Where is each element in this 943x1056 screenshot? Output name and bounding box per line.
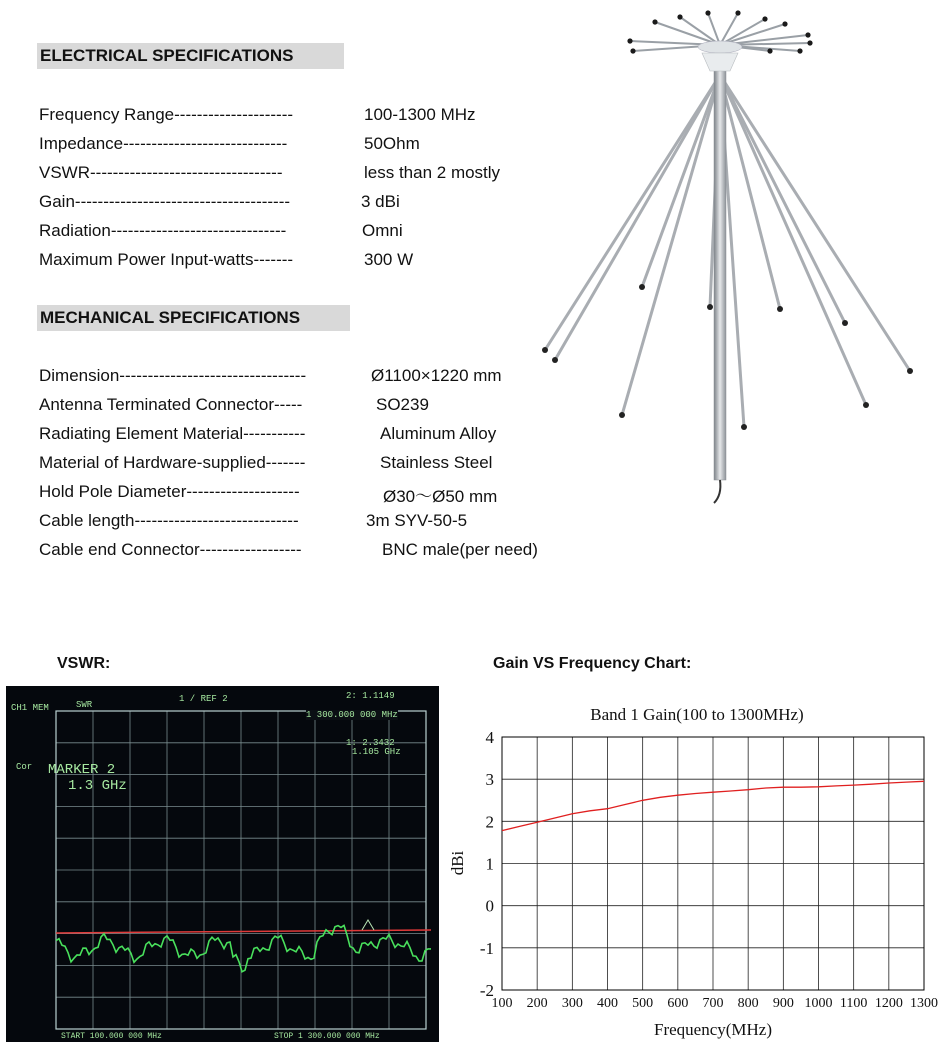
y-tick-label: 4 [485, 728, 494, 747]
x-tick-label: 1200 [874, 996, 903, 1011]
x-tick-label: 600 [667, 996, 689, 1011]
electrical-spec-label: VSWR---------------------------------- [39, 163, 283, 182]
x-tick-label: 300 [561, 996, 583, 1011]
mechanical-spec-label: Material of Hardware-supplied------- [39, 453, 306, 472]
x-tick-label: 400 [597, 996, 618, 1011]
mechanical-spec-value: Ø1100×1220 mm [371, 366, 502, 385]
chart-title: Band 1 Gain(100 to 1300MHz) [590, 705, 804, 724]
vswr-heading: VSWR: [57, 655, 111, 672]
y-tick-label: -1 [479, 938, 494, 958]
scope-frequency-readout: 1 300.000 000 MHz [306, 710, 398, 720]
x-tick-label: 1100 [839, 996, 868, 1011]
antenna-image [530, 5, 930, 505]
scope-start-freq: START 100.000 000 MHz [61, 1032, 162, 1041]
electrical-spec-value: less than 2 mostly [364, 163, 501, 182]
electrical-spec-label: Impedance----------------------------- [39, 134, 288, 153]
scope-stop-freq: STOP 1 300.000 000 MHz [274, 1032, 380, 1041]
mechanical-spec-label: Cable length----------------------------- [39, 511, 299, 530]
mechanical-spec-value: 3m SYV-50-5 [366, 511, 468, 530]
electrical-spec-value: 50Ohm [364, 134, 420, 153]
electrical-spec-value: 100-1300 MHz [364, 105, 476, 124]
scope-cor-label: Cor [16, 762, 33, 772]
mechanical-spec-label: Dimension--------------------------------- [39, 366, 307, 385]
scope-marker-frequency: 1.3 GHz [68, 778, 127, 794]
mechanical-spec-value: Stainless Steel [380, 453, 493, 472]
x-tick-label: 900 [772, 996, 794, 1011]
vswr-analyzer-screen [6, 686, 439, 1042]
electrical-spec-label: Gain-------------------------------------- [39, 192, 291, 211]
mechanical-specs-header: MECHANICAL SPECIFICATIONS [37, 305, 350, 331]
y-tick-label: 1 [485, 854, 494, 874]
y-tick-label: 3 [485, 770, 494, 790]
y-tick-label: 2 [485, 812, 494, 832]
y-axis-label: dBi [448, 850, 467, 876]
mechanical-spec-label: Hold Pole Diameter-------------------- [39, 482, 300, 501]
mechanical-spec-label: Radiating Element Material----------- [39, 424, 306, 443]
scope-swr-label: SWR [76, 700, 93, 710]
scope-marker1-swr: 1: 2.3432 [346, 738, 395, 748]
x-tick-label: 100 [491, 996, 513, 1011]
gain-heading: Gain VS Frequency Chart: [493, 655, 692, 672]
x-tick-label: 200 [526, 996, 548, 1011]
mechanical-spec-label: Antenna Terminated Connector----- [39, 395, 303, 414]
mechanical-spec-value: Ø30～Ø50 mm [383, 487, 498, 506]
x-axis-label: Frequency(MHz) [653, 1020, 773, 1039]
mechanical-spec-value: SO239 [376, 395, 429, 414]
x-tick-label: 500 [632, 996, 654, 1011]
scope-marker-title: MARKER 2 [48, 762, 116, 778]
mechanical-spec-value: Aluminum Alloy [380, 424, 497, 443]
electrical-spec-value: Omni [362, 221, 403, 240]
electrical-spec-label: Maximum Power Input-watts------- [39, 250, 294, 269]
scope-marker1-freq: 1.105 GHz [352, 747, 401, 757]
mechanical-spec-value: BNC male(per need) [382, 540, 538, 559]
electrical-spec-label: Frequency Range--------------------- [39, 105, 294, 124]
x-tick-label: 800 [737, 996, 759, 1011]
electrical-spec-value: 3 dBi [361, 192, 400, 211]
x-tick-label: 1000 [804, 996, 833, 1011]
scope-marker-readout: 2: 1.1149 [346, 691, 395, 701]
y-tick-label: -2 [479, 981, 494, 1000]
y-tick-label: 0 [485, 896, 494, 916]
scope-scale-label: 1 / REF 2 [179, 694, 228, 704]
scope-channel-label: CH1 MEM [11, 703, 49, 713]
electrical-specs-header: ELECTRICAL SPECIFICATIONS [37, 43, 344, 69]
gain-chart [448, 690, 938, 1042]
electrical-spec-value: 300 W [364, 250, 414, 269]
x-tick-label: 1300 [910, 996, 938, 1011]
x-tick-label: 700 [702, 996, 724, 1011]
mechanical-spec-label: Cable end Connector------------------ [39, 540, 302, 559]
electrical-spec-label: Radiation------------------------------- [39, 221, 287, 240]
